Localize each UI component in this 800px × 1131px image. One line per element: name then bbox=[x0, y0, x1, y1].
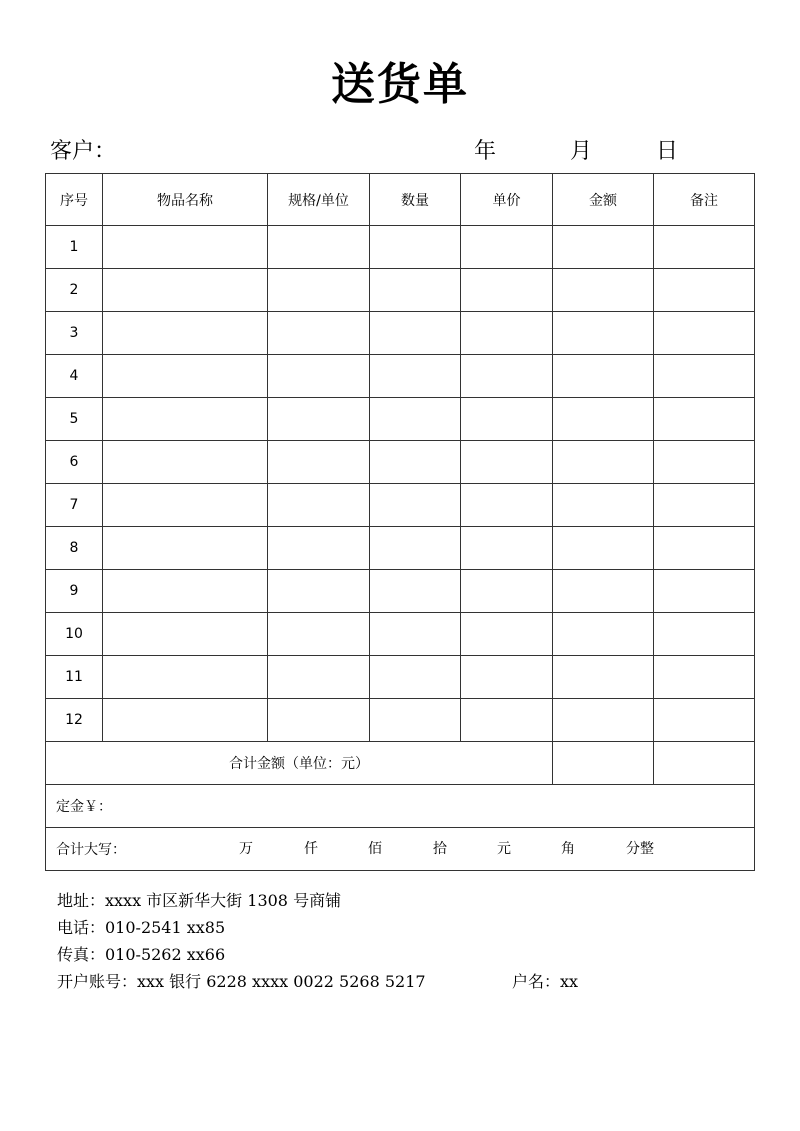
row-number: 5 bbox=[46, 398, 103, 441]
year-label: 年 bbox=[474, 139, 497, 164]
unit-shi: 拾 bbox=[433, 841, 447, 857]
column-header: 单价 bbox=[461, 174, 553, 226]
unit-jiao: 角 bbox=[561, 841, 575, 857]
column-header: 备注 bbox=[654, 174, 755, 226]
table-cell[interactable] bbox=[103, 484, 268, 527]
month-label: 月 bbox=[570, 139, 593, 164]
table-cell[interactable] bbox=[461, 570, 553, 613]
table-row bbox=[46, 527, 755, 570]
table-cell[interactable] bbox=[461, 527, 553, 570]
table-cell[interactable] bbox=[103, 699, 268, 742]
table-cell[interactable] bbox=[370, 226, 461, 269]
table-cell[interactable] bbox=[103, 441, 268, 484]
table-cell[interactable] bbox=[370, 613, 461, 656]
unit-fen: 分整 bbox=[626, 841, 654, 857]
table-cell[interactable] bbox=[103, 656, 268, 699]
table-cell[interactable] bbox=[268, 355, 370, 398]
column-header: 金额 bbox=[553, 174, 654, 226]
deposit-label[interactable]: 定金￥： bbox=[46, 785, 755, 828]
table-header-row bbox=[46, 174, 755, 226]
unit-qian: 仟 bbox=[304, 841, 318, 857]
table-cell[interactable] bbox=[461, 226, 553, 269]
table-cell[interactable] bbox=[103, 398, 268, 441]
total-note-cell[interactable] bbox=[654, 742, 755, 785]
row-number: 9 bbox=[46, 570, 103, 613]
column-header: 数量 bbox=[370, 174, 461, 226]
total-label: 合计金额（单位：元） bbox=[46, 742, 553, 785]
account-name: 户名：xx bbox=[512, 972, 579, 991]
table-row bbox=[46, 355, 755, 398]
table-cell[interactable] bbox=[268, 398, 370, 441]
table-cell[interactable] bbox=[654, 441, 755, 484]
table-row bbox=[46, 656, 755, 699]
table-row bbox=[46, 269, 755, 312]
table-cell[interactable] bbox=[553, 656, 654, 699]
capital-label[interactable]: 合计大写： bbox=[46, 828, 755, 871]
total-row bbox=[46, 742, 755, 785]
table-cell[interactable] bbox=[553, 570, 654, 613]
table-cell[interactable] bbox=[654, 613, 755, 656]
table-row bbox=[46, 570, 755, 613]
table-cell[interactable] bbox=[461, 269, 553, 312]
bank-account: 开户账号：xxx 银行 6228 xxxx 0022 5268 5217 bbox=[57, 972, 426, 991]
table-cell[interactable] bbox=[268, 226, 370, 269]
table-row bbox=[46, 226, 755, 269]
table-cell[interactable] bbox=[103, 570, 268, 613]
column-header: 规格/单位 bbox=[268, 174, 370, 226]
row-number: 10 bbox=[46, 613, 103, 656]
goods-table bbox=[45, 173, 755, 871]
deposit-row bbox=[46, 785, 755, 828]
table-cell[interactable] bbox=[268, 699, 370, 742]
table-cell[interactable] bbox=[654, 398, 755, 441]
row-number: 4 bbox=[46, 355, 103, 398]
day-label: 日 bbox=[656, 139, 679, 164]
table-cell[interactable] bbox=[461, 441, 553, 484]
table-cell[interactable] bbox=[654, 484, 755, 527]
table-cell[interactable] bbox=[654, 699, 755, 742]
table-cell[interactable] bbox=[553, 355, 654, 398]
table-row bbox=[46, 699, 755, 742]
table-cell[interactable] bbox=[654, 355, 755, 398]
table-cell[interactable] bbox=[103, 355, 268, 398]
table-cell[interactable] bbox=[461, 484, 553, 527]
table-cell[interactable] bbox=[268, 570, 370, 613]
table-cell[interactable] bbox=[553, 398, 654, 441]
table-cell[interactable] bbox=[461, 613, 553, 656]
table-row bbox=[46, 613, 755, 656]
row-number: 8 bbox=[46, 527, 103, 570]
table-cell[interactable] bbox=[553, 613, 654, 656]
table-cell[interactable] bbox=[654, 570, 755, 613]
fax: 传真：010-5262 xx66 bbox=[57, 945, 226, 964]
table-cell[interactable] bbox=[553, 226, 654, 269]
address: 地址：xxxx 市区新华大街 1308 号商铺 bbox=[57, 891, 342, 910]
table-cell[interactable] bbox=[553, 441, 654, 484]
table-cell[interactable] bbox=[461, 699, 553, 742]
table-cell[interactable] bbox=[553, 527, 654, 570]
table-cell[interactable] bbox=[461, 398, 553, 441]
table-row bbox=[46, 441, 755, 484]
table-cell[interactable] bbox=[553, 269, 654, 312]
table-cell[interactable] bbox=[370, 527, 461, 570]
total-amount-cell[interactable] bbox=[553, 742, 654, 785]
table-cell[interactable] bbox=[103, 312, 268, 355]
customer-label: 客户： bbox=[50, 139, 117, 164]
column-header: 序号 bbox=[46, 174, 103, 226]
row-number: 1 bbox=[46, 226, 103, 269]
table-cell[interactable] bbox=[103, 269, 268, 312]
table-cell[interactable] bbox=[370, 441, 461, 484]
column-header: 物品名称 bbox=[103, 174, 268, 226]
table-cell[interactable] bbox=[461, 312, 553, 355]
table-cell[interactable] bbox=[370, 312, 461, 355]
table-row bbox=[46, 312, 755, 355]
table-cell[interactable] bbox=[461, 656, 553, 699]
table-cell[interactable] bbox=[370, 269, 461, 312]
table-cell[interactable] bbox=[370, 699, 461, 742]
table-cell[interactable] bbox=[654, 656, 755, 699]
unit-bai: 佰 bbox=[368, 841, 382, 857]
table-cell[interactable] bbox=[268, 312, 370, 355]
document-title: 送货单 bbox=[331, 59, 469, 110]
table-cell[interactable] bbox=[103, 226, 268, 269]
row-number: 6 bbox=[46, 441, 103, 484]
table-cell[interactable] bbox=[370, 398, 461, 441]
table-cell[interactable] bbox=[370, 355, 461, 398]
row-number: 7 bbox=[46, 484, 103, 527]
table-cell[interactable] bbox=[654, 527, 755, 570]
unit-wan: 万 bbox=[239, 841, 253, 857]
table-cell[interactable] bbox=[553, 699, 654, 742]
table-cell[interactable] bbox=[553, 312, 654, 355]
table-cell[interactable] bbox=[268, 656, 370, 699]
table-cell[interactable] bbox=[370, 656, 461, 699]
table-cell[interactable] bbox=[370, 484, 461, 527]
table-cell[interactable] bbox=[461, 355, 553, 398]
table-cell[interactable] bbox=[268, 269, 370, 312]
phone: 电话：010-2541 xx85 bbox=[57, 918, 226, 937]
table-cell[interactable] bbox=[103, 527, 268, 570]
table-cell[interactable] bbox=[370, 570, 461, 613]
table-cell[interactable] bbox=[268, 613, 370, 656]
row-number: 3 bbox=[46, 312, 103, 355]
row-number: 11 bbox=[46, 656, 103, 699]
table-row bbox=[46, 484, 755, 527]
table-cell[interactable] bbox=[268, 484, 370, 527]
table-cell[interactable] bbox=[268, 527, 370, 570]
table-cell[interactable] bbox=[103, 613, 268, 656]
table-cell[interactable] bbox=[268, 441, 370, 484]
row-number: 12 bbox=[46, 699, 103, 742]
table-cell[interactable] bbox=[654, 269, 755, 312]
table-cell[interactable] bbox=[654, 312, 755, 355]
table-cell[interactable] bbox=[553, 484, 654, 527]
table-row bbox=[46, 398, 755, 441]
table-cell[interactable] bbox=[654, 226, 755, 269]
row-number: 2 bbox=[46, 269, 103, 312]
unit-yuan: 元 bbox=[497, 841, 511, 857]
